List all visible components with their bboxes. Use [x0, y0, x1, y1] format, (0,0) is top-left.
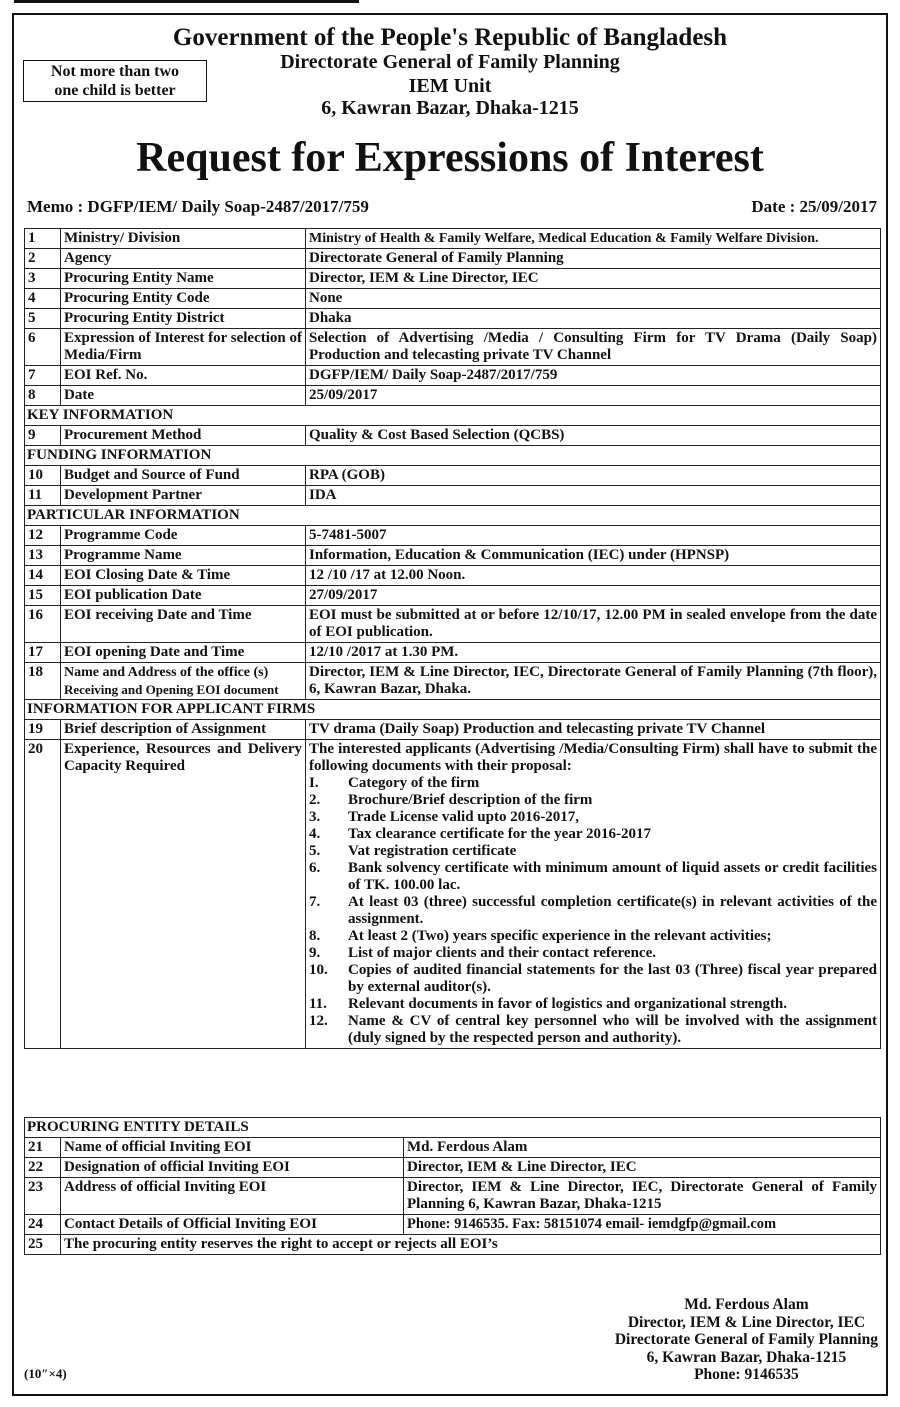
- table-row: [25, 289, 881, 309]
- row-label: Name of official Inviting EOI: [61, 1138, 404, 1158]
- signatory-office: Directorate General of Family Planning: [614, 1331, 878, 1348]
- item-text: Vat registration certificate: [348, 843, 517, 859]
- row-label: Designation of official Inviting EOI: [61, 1158, 404, 1178]
- item-text: Relevant documents in favor of logistics and organizational strength.: [348, 996, 788, 1012]
- row-value: Phone: 9146535. Fax: 58151074 email- iemdgfp@gmail.com: [404, 1215, 881, 1235]
- item-number: I.: [309, 775, 319, 791]
- item-number: 9.: [309, 945, 321, 961]
- table-row: [25, 1138, 881, 1158]
- row-number: 5: [25, 309, 61, 329]
- row-label: Expression of Interest for selection of Media/Firm: [61, 329, 306, 366]
- row-number: 1: [25, 229, 61, 249]
- item-number: 12.: [309, 1013, 328, 1029]
- row-value: Director, IEM & Line Director, IEC, Directorate General of Family Planning 6, Kawran Bazar, Dhaka-1215: [404, 1178, 881, 1215]
- table-row: [25, 229, 881, 249]
- item-text: Category of the firm: [348, 775, 480, 791]
- row-number: 18: [25, 663, 61, 700]
- row-label: Contact Details of Official Inviting EOI: [61, 1215, 404, 1235]
- row-number: 8: [25, 386, 61, 406]
- table-row: [25, 720, 881, 740]
- memo-date: Date : 25/09/2017: [751, 197, 877, 216]
- table-row: [25, 366, 881, 386]
- clipped-rule: [14, 0, 359, 3]
- row-label: Brief description of Assignment: [61, 720, 306, 740]
- row-number: 14: [25, 566, 61, 586]
- signatory-address: 6, Kawran Bazar, Dhaka-1215: [646, 1348, 847, 1366]
- table-row: [25, 309, 881, 329]
- row-label: [61, 663, 306, 700]
- slogan-line: Not more than two: [50, 63, 180, 80]
- row-label: EOI Closing Date & Time: [61, 566, 306, 586]
- table-row: [25, 1158, 881, 1178]
- signatory-designation: Director, IEM & Line Director, IEC: [627, 1313, 866, 1331]
- eoi-details-table: [24, 228, 881, 1049]
- label-line: Receiving and Opening EOI document: [64, 682, 279, 697]
- row-value: Director, IEM & Line Director, IEC: [404, 1158, 881, 1178]
- row-label: EOI publication Date: [61, 586, 306, 606]
- item-number: 5.: [309, 843, 321, 859]
- row-label: Procuring Entity District: [61, 309, 306, 329]
- table-row: [25, 526, 881, 546]
- row-number: 3: [25, 269, 61, 289]
- list-item: [309, 860, 877, 894]
- page-title: Request for Expressions of Interest: [136, 135, 764, 181]
- row-label: EOI Ref. No.: [61, 366, 306, 386]
- table-row: [25, 249, 881, 269]
- table-row: [25, 663, 881, 700]
- row-label: Agency: [61, 249, 306, 269]
- list-item: [309, 894, 877, 928]
- item-text: Name & CV of central key personnel who will be involved with the assignment (duly signed by the respected person and authority).: [348, 1013, 877, 1046]
- row-number: 17: [25, 643, 61, 663]
- section-title: KEY INFORMATION: [25, 406, 881, 426]
- list-item: [309, 945, 877, 962]
- row-label: Address of official Inviting EOI: [61, 1178, 404, 1215]
- item-number: 4.: [309, 826, 321, 842]
- row-value: Director, IEM & Line Director, IEC: [306, 269, 881, 289]
- list-item: [309, 843, 877, 860]
- table-row: [25, 740, 881, 1049]
- section-title: PROCURING ENTITY DETAILS: [25, 1118, 881, 1138]
- item-number: 2.: [309, 792, 321, 808]
- row-label: Budget and Source of Fund: [61, 466, 306, 486]
- row-value: TV drama (Daily Soap) Production and telecasting private TV Channel: [306, 720, 881, 740]
- list-item: [309, 1013, 877, 1047]
- table-row: [25, 1215, 881, 1235]
- row-number: 7: [25, 366, 61, 386]
- row-value: 5-7481-5007: [306, 526, 881, 546]
- row-label: EOI receiving Date and Time: [61, 606, 306, 643]
- row-value: DGFP/IEM/ Daily Soap-2487/2017/759: [306, 366, 881, 386]
- row-number: 12: [25, 526, 61, 546]
- table-row: [25, 466, 881, 486]
- row-label: Development Partner: [61, 486, 306, 506]
- row-number: 4: [25, 289, 61, 309]
- row-value: Directorate General of Family Planning: [306, 249, 881, 269]
- item-number: 10.: [309, 962, 328, 978]
- table-row: [25, 386, 881, 406]
- row-number: 9: [25, 426, 61, 446]
- row-number: 2: [25, 249, 61, 269]
- reservation-statement: The procuring entity reserves the right to accept or rejects all EOI’s: [61, 1235, 881, 1255]
- row-label: Experience, Resources and Delivery Capacity Required: [61, 740, 306, 1049]
- table-row: [25, 643, 881, 663]
- row-label: EOI opening Date and Time: [61, 643, 306, 663]
- slogan-box: [23, 60, 207, 102]
- list-item: [309, 792, 877, 809]
- item-text: Brochure/Brief description of the firm: [348, 792, 593, 808]
- row-value: Director, IEM & Line Director, IEC, Directorate General of Family Planning (7th floor), 6, Kawran Bazar, Dhaka.: [306, 663, 881, 700]
- row-value: [306, 740, 881, 1049]
- row-label: Programme Code: [61, 526, 306, 546]
- row-label: Ministry/ Division: [61, 229, 306, 249]
- row-number: 22: [25, 1158, 61, 1178]
- row-value: 12/10 /2017 at 1.30 PM.: [306, 643, 881, 663]
- table-row: [25, 1235, 881, 1255]
- row-value: Md. Ferdous Alam: [404, 1138, 881, 1158]
- section-title: FUNDING INFORMATION: [25, 446, 881, 466]
- row-value: None: [306, 289, 881, 309]
- item-text: At least 03 (three) successful completion certificate(s) in relevant activities of the assignment.: [348, 894, 877, 927]
- row-number: 10: [25, 466, 61, 486]
- section-header: [25, 506, 881, 526]
- table-row: [25, 546, 881, 566]
- row-label: Programme Name: [61, 546, 306, 566]
- clipped-top-edge: [0, 0, 900, 8]
- row-value: 12 /10 /17 at 12.00 Noon.: [306, 566, 881, 586]
- table-row: [25, 269, 881, 289]
- table-row: [25, 586, 881, 606]
- item-number: 8.: [309, 928, 321, 944]
- row-value: Dhaka: [306, 309, 881, 329]
- row-number: 24: [25, 1215, 61, 1235]
- row-number: 25: [25, 1235, 61, 1255]
- item-number: 7.: [309, 894, 321, 910]
- row-label: Procuring Entity Code: [61, 289, 306, 309]
- signatory-phone: Phone: 9146535: [694, 1366, 799, 1383]
- row-number: 19: [25, 720, 61, 740]
- required-documents-list: [309, 775, 877, 1047]
- list-item: [309, 826, 877, 843]
- item-number: 11.: [309, 996, 327, 1012]
- row-number: 6: [25, 329, 61, 366]
- table-row: [25, 329, 881, 366]
- table-row: [25, 486, 881, 506]
- row-value: Quality & Cost Based Selection (QCBS): [306, 426, 881, 446]
- section-title: INFORMATION FOR APPLICANT FIRMS: [25, 700, 881, 720]
- directorate-title: Directorate General of Family Planning: [280, 51, 620, 73]
- row-label: Procuring Entity Name: [61, 269, 306, 289]
- government-title: Government of the People's Republic of Bangladesh: [172, 24, 728, 51]
- row-value: Information, Education & Communication (IEC) under (HPNSP): [306, 546, 881, 566]
- row-label: Procurement Method: [61, 426, 306, 446]
- advert-size-note: (10″×4): [24, 1366, 67, 1381]
- section-title: PARTICULAR INFORMATION: [25, 506, 881, 526]
- row-number: 15: [25, 586, 61, 606]
- section-header: [25, 446, 881, 466]
- list-item: [309, 928, 877, 945]
- section-header: [25, 1118, 881, 1138]
- row-value: EOI must be submitted at or before 12/10/17, 12.00 PM in sealed envelope from the date of EOI publication.: [306, 606, 881, 643]
- signatory-name: Md. Ferdous Alam: [684, 1296, 809, 1313]
- procuring-entity-table: [24, 1117, 881, 1255]
- list-item: [309, 775, 877, 792]
- item-text: Bank solvency certificate with minimum amount of liquid assets or credit facilities of TK. 100.00 lac.: [348, 860, 877, 893]
- row-label: Date: [61, 386, 306, 406]
- row-value: 27/09/2017: [306, 586, 881, 606]
- item-text: Trade License valid upto 2016-2017,: [348, 809, 579, 825]
- row-value: RPA (GOB): [306, 466, 881, 486]
- item-number: 6.: [309, 860, 321, 876]
- memo-number: Memo : DGFP/IEM/ Daily Soap-2487/2017/759: [27, 197, 369, 216]
- row-number: 13: [25, 546, 61, 566]
- row-number: 20: [25, 740, 61, 1049]
- table-row: [25, 1178, 881, 1215]
- row-number: 11: [25, 486, 61, 506]
- signature-block: [615, 1296, 878, 1384]
- row-value: Selection of Advertising /Media / Consulting Firm for TV Drama (Daily Soap) Production and telecasting private TV Channel: [306, 329, 881, 366]
- label-line: Name and Address of the office (s): [64, 665, 269, 680]
- row-value: IDA: [306, 486, 881, 506]
- row-value: 25/09/2017: [306, 386, 881, 406]
- row-number: 23: [25, 1178, 61, 1215]
- list-item: [309, 996, 877, 1013]
- list-item: [309, 962, 877, 996]
- slogan-line: one child is better: [54, 82, 176, 99]
- row-number: 16: [25, 606, 61, 643]
- row-number: 21: [25, 1138, 61, 1158]
- item-text: Tax clearance certificate for the year 2016-2017: [348, 826, 651, 842]
- requirements-intro: The interested applicants (Advertising /Media/Consulting Firm) shall have to submit the following documents with their proposal:: [309, 741, 877, 774]
- table-row: [25, 426, 881, 446]
- table-row: [25, 566, 881, 586]
- item-text: Copies of audited financial statements for the last 03 (Three) fiscal year prepared by external auditor(s).: [348, 962, 877, 995]
- section-header: [25, 406, 881, 426]
- item-text: List of major clients and their contact reference.: [348, 945, 656, 961]
- row-value: Ministry of Health & Family Welfare, Medical Education & Family Welfare Division.: [306, 229, 881, 249]
- section-header: [25, 700, 881, 720]
- table-row: [25, 606, 881, 643]
- item-text: At least 2 (Two) years specific experience in the relevant activities;: [348, 928, 772, 944]
- item-number: 3.: [309, 809, 321, 825]
- list-item: [309, 809, 877, 826]
- unit-title: IEM Unit: [408, 75, 492, 97]
- office-address: 6, Kawran Bazar, Dhaka-1215: [321, 97, 579, 119]
